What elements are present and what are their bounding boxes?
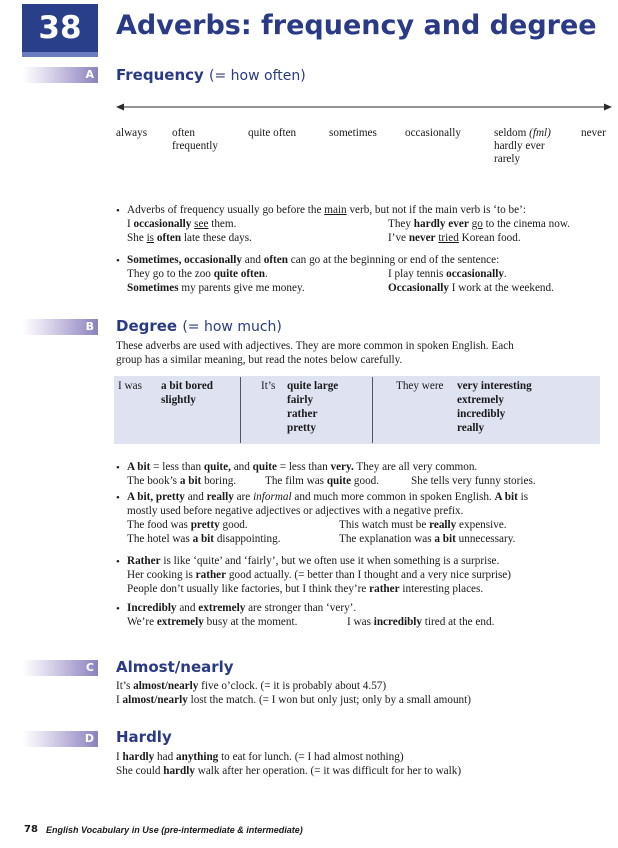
- section-c-title: Almost/nearly: [116, 658, 234, 676]
- scale-seldom-note: (fml): [529, 127, 551, 139]
- table-word: rather: [287, 408, 318, 420]
- scale-often: often: [172, 127, 195, 139]
- degree-note-1: A bit = less than quite, and quite = less than very. They are all very common.: [127, 461, 478, 473]
- degree-example: The hotel was a bit disappointing.: [127, 533, 281, 545]
- frequency-example-3: She is often late these days.: [127, 232, 252, 244]
- bullet: •: [116, 462, 120, 474]
- section-d-letter: D: [84, 732, 94, 745]
- table-word: a bit bored: [161, 380, 214, 392]
- frequency-example-4: I’ve never tried Korean food.: [388, 232, 521, 244]
- section-a-heading: Frequency: [116, 66, 204, 84]
- table-word: quite large: [287, 380, 339, 392]
- scale-always: always: [116, 127, 148, 139]
- frequency-example-5: They go to the zoo quite often.: [127, 268, 268, 280]
- degree-example: The film was quite good.: [265, 475, 380, 487]
- section-a-letter: A: [85, 68, 94, 81]
- section-d-title: Hardly: [116, 728, 172, 746]
- table-word: slightly: [161, 394, 196, 406]
- scale-never: never: [581, 127, 606, 139]
- section-c-bar: [22, 660, 98, 676]
- frequency-note-2: Sometimes, occasionally and often can go at the beginning or end of the sentence:: [127, 254, 500, 266]
- scale-sometimes: sometimes: [329, 127, 377, 139]
- degree-example: The book’s a bit boring.: [127, 475, 237, 487]
- book-title: English Vocabulary in Use (pre-intermediate & intermediate): [46, 825, 303, 835]
- section-b-bar: [22, 319, 98, 335]
- frequency-scale-arrow: [116, 101, 612, 113]
- frequency-example-1: I occasionally see them.: [127, 218, 237, 230]
- frequency-example-7: Sometimes my parents give me money.: [127, 282, 305, 294]
- page-number: 78: [24, 824, 38, 835]
- table-word: very interesting: [457, 380, 532, 392]
- table-group-2-prefix: It’s: [261, 380, 276, 392]
- section-b-letter: B: [85, 320, 94, 333]
- degree-example: We’re extremely busy at the moment.: [127, 616, 298, 628]
- degree-example: I was incredibly tired at the end.: [347, 616, 495, 628]
- degree-intro-line-1: These adverbs are used with adjectives. They are more common in spoken English. Each: [116, 340, 514, 352]
- scale-occasionally: occasionally: [405, 127, 461, 139]
- unit-badge-strip: [22, 52, 98, 57]
- section-b-heading: Degree: [116, 317, 178, 335]
- scale-quite-often: quite often: [248, 127, 297, 139]
- degree-example: People don’t usually like factories, but I think they’re rather interesting places.: [127, 583, 484, 595]
- degree-example: Her cooking is rather good actually. (= better than I thought and a very nice surprise): [127, 569, 511, 581]
- section-d-bar: [22, 731, 98, 747]
- table-word: extremely: [457, 394, 505, 406]
- bullet: •: [116, 205, 120, 217]
- section-c-letter: C: [85, 661, 94, 674]
- table-word: incredibly: [457, 408, 506, 420]
- table-divider: [372, 377, 373, 443]
- table-divider: [240, 377, 241, 443]
- table-word: fairly: [287, 394, 314, 406]
- section-a-title: [116, 66, 306, 84]
- degree-intro-line-2: group has a similar meaning, but read the notes below carefully.: [116, 354, 403, 366]
- frequency-example-8: Occasionally I work at the weekend.: [388, 282, 554, 294]
- bullet: •: [116, 603, 120, 615]
- scale-seldom: seldom (fml): [494, 127, 551, 139]
- hardly-example-1: I hardly had anything to eat for lunch. (= I had almost nothing): [116, 751, 404, 763]
- frequency-example-2: They hardly ever go to the cinema now.: [388, 218, 570, 230]
- degree-note-4: Incredibly and extremely are stronger than ‘very’.: [127, 602, 357, 614]
- bullet: •: [116, 492, 120, 504]
- hardly-example-2: She could hardly walk after her operation. (= it was difficult for her to walk): [116, 765, 462, 777]
- degree-example: This watch must be really expensive.: [339, 519, 507, 531]
- table-word: pretty: [287, 422, 316, 434]
- degree-note-2-line-2: mostly used before negative adjectives or adjectives with a negative prefix.: [127, 505, 464, 517]
- section-b-subtitle: (= how much): [182, 319, 282, 335]
- frequency-note-1: Adverbs of frequency usually go before the main verb, but not if the main verb is ‘to be’:: [127, 204, 526, 216]
- section-a-subtitle: (= how often): [209, 68, 306, 84]
- unit-title: Adverbs: frequency and degree: [116, 10, 597, 41]
- frequency-example-6: I play tennis occasionally.: [388, 268, 507, 280]
- section-a-bar: [22, 67, 98, 83]
- unit-number-badge: 38: [22, 4, 98, 52]
- bullet: •: [116, 255, 120, 267]
- degree-example: The explanation was a bit unnecessary.: [339, 533, 516, 545]
- bullet: •: [116, 556, 120, 568]
- section-b-title: [116, 317, 282, 335]
- almost-example-1: It’s almost/nearly five o’clock. (= it is probably about 4.57): [116, 680, 387, 692]
- table-word: really: [457, 422, 485, 434]
- almost-example-2: I almost/nearly lost the match. (= I won but only just; only by a small amount): [116, 694, 471, 706]
- degree-note-3: Rather is like ‘quite’ and ‘fairly’, but we often use it when something is a surprise.: [127, 555, 500, 567]
- scale-hardly-ever: hardly ever: [494, 140, 545, 152]
- degree-note-2: A bit, pretty and really are informal and much more common in spoken English. A bit is: [127, 491, 529, 503]
- scale-frequently: frequently: [172, 140, 218, 152]
- degree-example: She tells very funny stories.: [411, 475, 536, 487]
- scale-rarely: rarely: [494, 153, 521, 165]
- degree-example: The food was pretty good.: [127, 519, 248, 531]
- table-group-1-prefix: I was: [118, 380, 142, 392]
- table-group-3-prefix: They were: [396, 380, 444, 392]
